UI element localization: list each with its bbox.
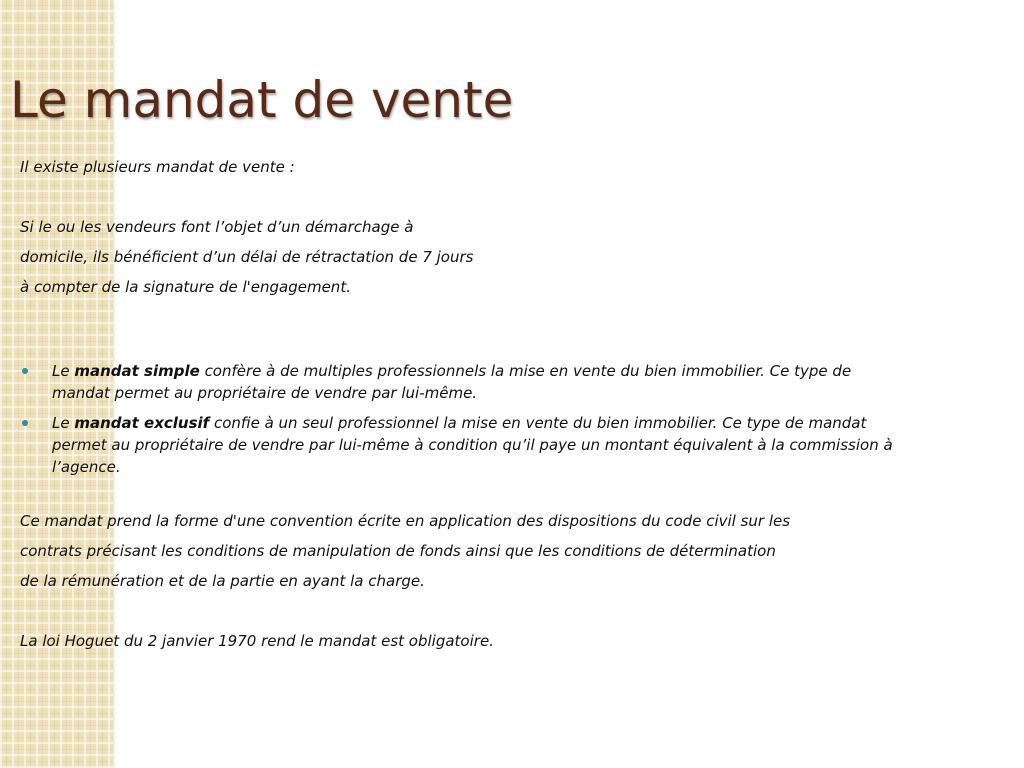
law-text: La loi Hoguet du 2 janvier 1970 rend le mandat est obligatoire. xyxy=(20,632,494,650)
bullet-prefix: Le xyxy=(52,414,75,432)
mandate-types-list xyxy=(20,360,920,478)
retractation-line-1: Si le ou les vendeurs font l’objet d’un démarchage à xyxy=(20,218,414,236)
bullet-dot-icon xyxy=(22,368,28,374)
bullet-description: confie à un seul professionnel la mise en vente du bien immobilier. Ce type de mandat permet au propriétaire de vendre par lui-même à condition qu’il paye un montant équivalent à la commission à l’agence. xyxy=(52,414,893,476)
retractation-line-3: à compter de la signature de l'engagement. xyxy=(20,278,351,296)
retractation-line-2: domicile, ils bénéficient d’un délai de rétractation de 7 jours xyxy=(20,248,474,266)
intro-text: Il existe plusieurs mandat de vente : xyxy=(20,158,295,176)
slide-title: Le mandat de vente xyxy=(10,71,514,129)
bullet-prefix: Le xyxy=(52,362,75,380)
list-item-mandat-exclusif xyxy=(20,412,907,478)
bullet-dot-icon xyxy=(22,420,28,426)
bullet-description: confère à de multiples professionnels la mise en vente du bien immobilier. Ce type de mandat permet au propriétaire de vendre par lui-même. xyxy=(52,362,852,402)
convention-line-3: de la rémunération et de la partie en ayant la charge. xyxy=(20,572,425,590)
convention-line-1: Ce mandat prend la forme d'une convention écrite en application des dispositions du code civil sur les xyxy=(20,512,791,530)
list-item-mandat-simple xyxy=(20,360,907,404)
term-mandat-exclusif: mandat exclusif xyxy=(74,414,210,432)
convention-line-2: contrats précisant les conditions de manipulation de fonds ainsi que les conditions de détermination xyxy=(20,542,776,560)
slide-body xyxy=(20,152,920,656)
term-mandat-simple: mandat simple xyxy=(74,362,200,380)
